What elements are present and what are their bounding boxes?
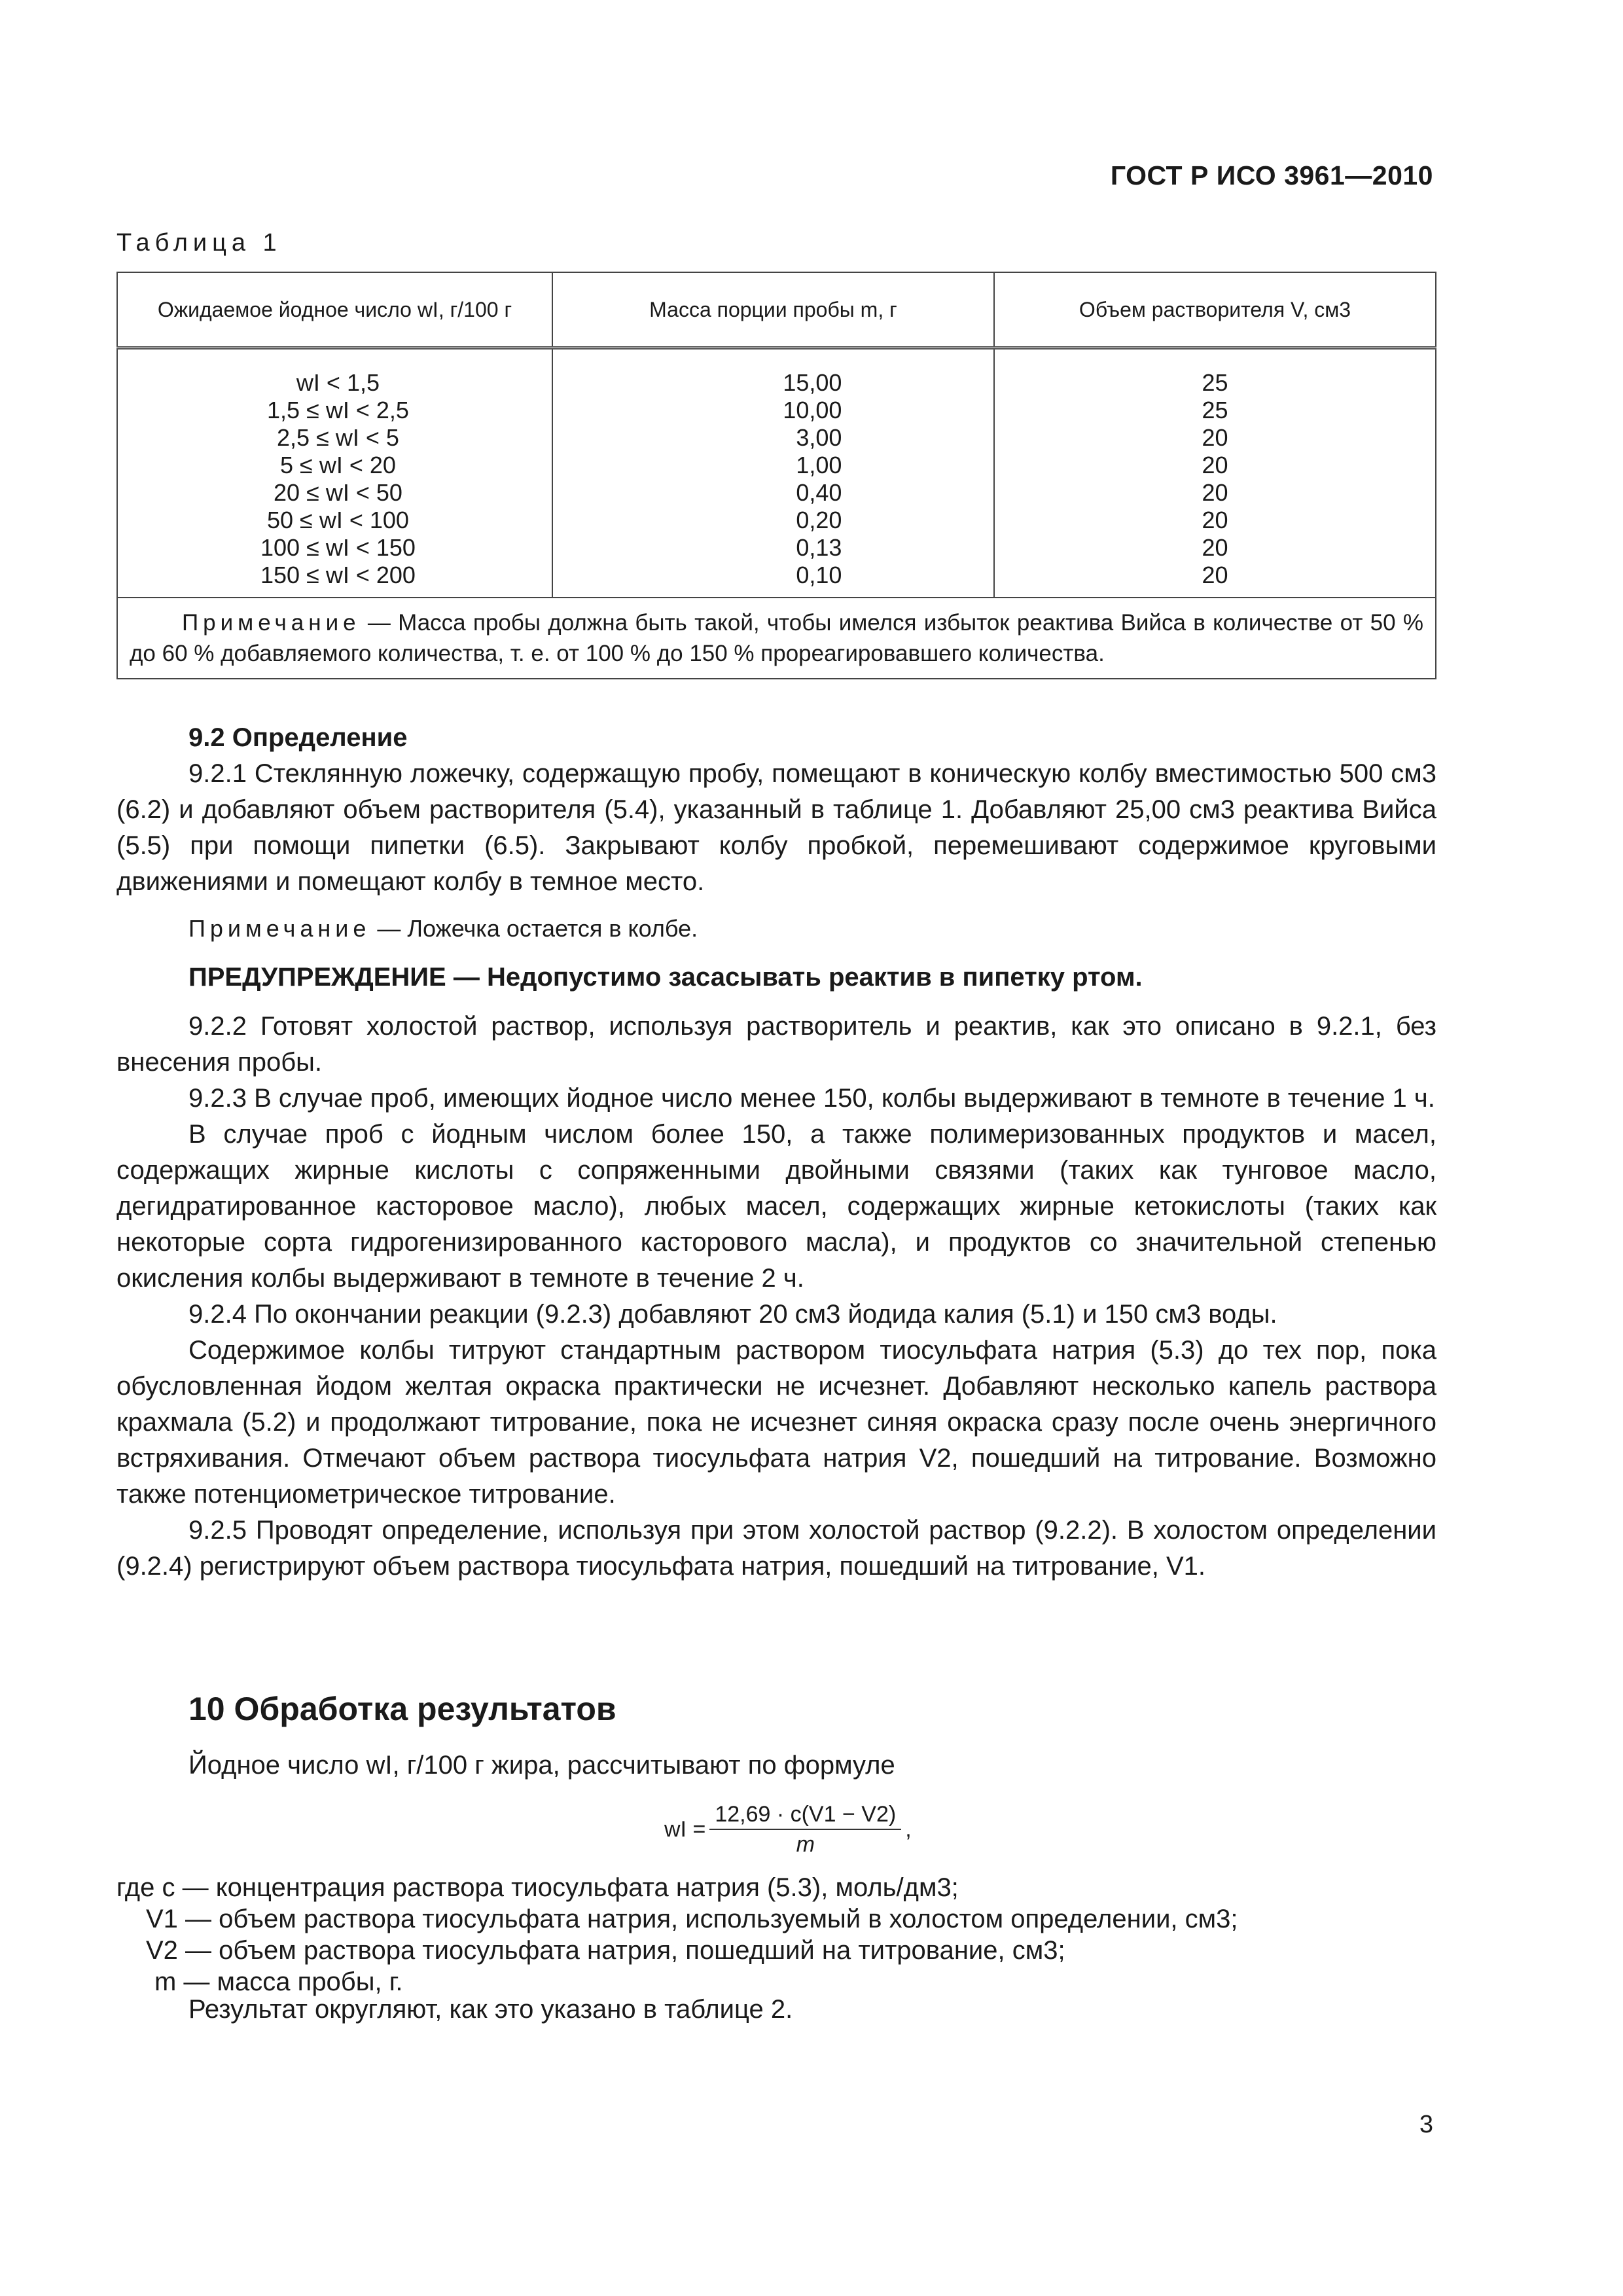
table-cell: 50 ≤ wI < 100 [267, 507, 409, 533]
paragraph-9-2-4: 9.2.4 По окончании реакции (9.2.3) добавляют 20 см3 йодида калия (5.1) и 150 см3 воды. [188, 1300, 1277, 1329]
section-9-2-title: 9.2 Определение [188, 723, 408, 752]
table-cell: 20 ≤ wI < 50 [274, 479, 402, 506]
iodine-table [116, 272, 1436, 679]
paragraph-9-2-1: 9.2.1 Стеклянную ложечку, содержащую пробу, помещают в коническую колбу вместимостью 500 см3 (6.2) и добавляют объем растворителя (5.4), указанный в таблице 1. Добавляют 25,00 см3 реактива Вийса (5.5) при помощи пипетки (6.5). Закрывают колбу пробкой, перемешивают содержимое круговыми движениями и помещают колбу в темное место. [116, 759, 1436, 896]
table-note-row [117, 598, 1436, 679]
note-label: Примечание [188, 915, 371, 942]
table-cell: 0,13 [796, 534, 842, 561]
table-body-row [117, 348, 1436, 598]
legend-row: V1 — объем раствора тиосульфата натрия, используемый в холостом определении, см3; [146, 1905, 1238, 1933]
paragraph-9-2-2: 9.2.2 Готовят холостой раствор, используя растворитель и реактив, как это описано в 9.2.1, без внесения пробы. [116, 1012, 1436, 1077]
table-cell: 0,20 [796, 507, 842, 533]
legend-row: где c — концентрация раствора тиосульфата натрия (5.3), моль/дм3; [116, 1873, 959, 1902]
paragraph-9-2-4-cont: Содержимое колбы титруют стандартным раствором тиосульфата натрия (5.3) до тех пор, пока обусловленная йодом желтая окраска практически не исчезнет. Добавляют несколько капель раствора крахмала (5.2) и продолжают титрование, пока не исчезнет синяя окраска сразу после очень энергичного встряхивания. Отмечают объем раствора тиосульфата натрия V2, пошедший на титрование. Возможно также потенциометрическое титрование. [116, 1336, 1436, 1509]
formula-numerator: 12,69 · c(V1 − V2) [709, 1800, 901, 1830]
section-10-title: 10 Обработка результатов [188, 1691, 616, 1727]
formula-fraction [709, 1800, 901, 1859]
table-note [117, 598, 1436, 679]
table-header-row [117, 272, 1436, 348]
note-text: — Масса пробы должна быть такой, чтобы имелся избыток реактива Вийса в количестве от 50 % до 60 % добавляемого количества, т. е. от 100 % до 150 % прореагировавшего количества. [130, 610, 1423, 666]
header-solvent-volume: Объем растворителя V, см3 [994, 272, 1436, 348]
page-number: 3 [1419, 2111, 1433, 2138]
column-iodine-value [117, 348, 552, 598]
paragraph-9-2-3: 9.2.3 В случае проб, имеющих йодное число менее 150, колбы выдерживают в темноте в течение 1 ч. [188, 1084, 1435, 1113]
table-cell: 10,00 [783, 397, 842, 423]
table-cell: 0,40 [796, 479, 842, 506]
document-code: ГОСТ Р ИСО 3961—2010 [1110, 160, 1433, 190]
table-cell: 20 [1202, 479, 1228, 506]
table-cell: wI < 1,5 [296, 369, 380, 396]
formula-denominator: m [796, 1832, 815, 1857]
header-sample-mass: Масса порции пробы m, г [552, 272, 994, 348]
table-cell: 150 ≤ wI < 200 [260, 562, 416, 588]
table-cell: 20 [1202, 452, 1228, 478]
table-cell: 20 [1202, 507, 1228, 533]
formula-lhs: wI = [664, 1816, 706, 1842]
table-cell: 15,00 [783, 369, 842, 396]
table-cell: 1,00 [796, 452, 842, 478]
table-cell: 5 ≤ wI < 20 [280, 452, 396, 478]
table-cell: 20 [1202, 534, 1228, 561]
iodine-formula [664, 1800, 912, 1859]
legend-row: m — масса пробы, г. [154, 1967, 403, 1996]
paragraph-9-2-3-cont: В случае проб с йодным числом более 150, а также полимеризованных продуктов и масел, содержащих жирные кислоты с сопряженными двойными связями (таких как тунговое масло, дегидратированное касторовое масло), любых масел, содержащих жирные кетокислоты (таких как некоторые сорта гидрогенизированного касторового масла), и продуктов со значительной степенью окисления колбы выдерживают в темноте в течение 2 ч. [116, 1120, 1436, 1293]
table-cell: 3,00 [796, 424, 842, 451]
header-iodine-value: Ожидаемое йодное число wI, г/100 г [117, 272, 552, 348]
note-9-2-1 [116, 910, 1436, 946]
note-label: Примечание [182, 610, 361, 636]
formula-legend [116, 1872, 1238, 1998]
table-caption: Таблица 1 [116, 229, 282, 257]
formula-tail: , [905, 1816, 912, 1842]
legend-row: V2 — объем раствора тиосульфата натрия, пошедший на титрование, см3; [146, 1936, 1065, 1965]
formula-intro: Йодное число wI, г/100 г жира, рассчитывают по формуле [188, 1751, 895, 1780]
result-note: Результат округляют, как это указано в таблице 2. [188, 1995, 793, 2024]
table-cell: 20 [1202, 562, 1228, 588]
column-sample-mass [552, 348, 994, 598]
note-text: — Ложечка остается в колбе. [370, 915, 698, 942]
warning: ПРЕДУПРЕЖДЕНИЕ — Недопустимо засасывать реактив в пипетку ртом. [188, 963, 1143, 992]
section-9-2 [116, 720, 1436, 1585]
table-cell: 1,5 ≤ wI < 2,5 [267, 397, 409, 423]
table-cell: 20 [1202, 424, 1228, 451]
table-cell: 0,10 [796, 562, 842, 588]
column-solvent-volume [994, 348, 1436, 598]
table-cell: 2,5 ≤ wI < 5 [277, 424, 399, 451]
table-cell: 100 ≤ wI < 150 [260, 534, 416, 561]
table-1 [116, 272, 1436, 679]
table-cell: 25 [1202, 397, 1228, 423]
paragraph-9-2-5: 9.2.5 Проводят определение, используя при этом холостой раствор (9.2.2). В холостом определении (9.2.4) регистрируют объем раствора тиосульфата натрия, пошедший на титрование, V1. [116, 1516, 1436, 1581]
table-cell: 25 [1202, 369, 1228, 396]
